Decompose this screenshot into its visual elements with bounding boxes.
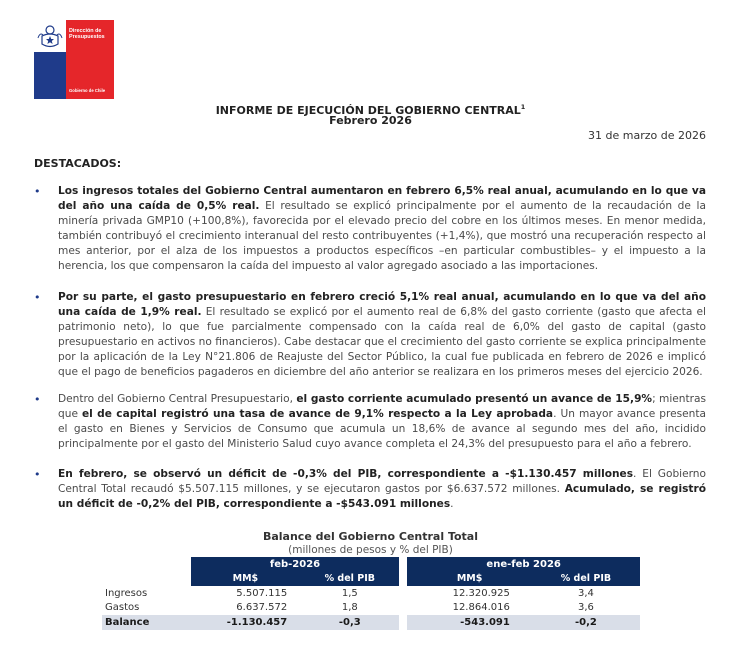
highlight-body: Dentro del Gobierno Central Presupuestario, [58,393,297,405]
total-mm-2: -543.091 [407,615,532,630]
logo-blue-bar [34,52,66,99]
cell-gap [399,601,407,616]
bullet-icon: • [34,185,41,198]
logo-text-line2: Presupuestos [69,34,105,40]
logo-text-line1: Dirección de [69,28,102,34]
total-pib-1: -0,3 [300,615,399,630]
total-pib-2: -0,2 [532,615,640,630]
highlight-body: ; mientras que [58,393,707,420]
highlight-bold: Acumulado, se registró un déficit de -0,2% del PIB, correspondiente a -$543.091 millones [58,483,706,510]
header-period-ene-feb: ene-feb 2026 [407,557,640,572]
direccion-presupuestos-logo [34,20,114,99]
highlight-item-execution [34,392,706,452]
header-gap [399,557,407,572]
header-mm-1: MM$ [191,572,301,587]
header-blank [102,557,191,572]
table-row [102,601,640,616]
cell-gap [399,586,407,601]
total-label: Balance [102,615,191,630]
highlight-bold: En febrero, se observó un déficit de -0,3% del PIB, correspondiente a -$1.130.457 millones [58,468,634,480]
bullet-icon: • [34,393,41,406]
highlight-body: El resultado se explicó por el aumento real de 6,8% del gasto corriente (gasto que afecta el patrimonio neto), lo que fue parcialmente compensado con la caída real de 6,0% del gasto de capital (gasto presupuestario en activos no financieros). Cabe destacar que el crecimiento del gasto corriente se explica principalmente por la aplicación de la Ley N°21.806 de Reajuste del Sector Público, la cual fue publicada en febrero de 2026 e implicó que el pago de beneficios pagaderos en diciembre del año anterior se realizara en los primeros meses del ejercicio 2026. [58,306,707,378]
header-pib-2: % del PIB [532,572,640,587]
header-blank [102,572,191,587]
cell-pib-2: 3,6 [577,602,594,614]
footnote-marker[interactable]: 1 [520,103,526,111]
table-header-row [102,557,640,572]
cell-pib-1: 1,8 [341,602,358,614]
cell-mm-1: 5.507.115 [236,587,288,599]
header-gap [399,572,407,587]
highlight-bold: Los ingresos totales del Gobierno Central aumentaron en febrero 6,5% real anual, acumulando en lo que va del año una caída de 0,5% real. [58,185,706,212]
cell-gap [399,615,407,630]
cell-mm-2: 12.320.925 [452,587,510,599]
highlight-bold: el de capital registró una tasa de avance de 9,1% respecto a la Ley aprobada [82,408,554,420]
coat-of-arms-icon [36,24,64,50]
highlight-item-revenue [34,184,706,274]
highlight-body: El resultado se explicó principalmente por el aumento de la recaudación de la minería privada GMP10 (+100,8%), favorecida por el elevado precio del cobre en los últimos meses. En menor medida, también contribuyó el crecimiento interanual del resto contribuyentes (+1,4%), que mostró una recuperación respecto al mes anterior, por el alza de los impuestos a productos específicos –en particular combustibles– y el impuesto a la herencia, los que compensaron la caída del impuesto al valor agregado asociado a las importaciones. [58,200,706,272]
highlight-item-spending [34,290,706,380]
table-title: Balance del Gobierno Central Total [262,530,479,543]
highlight-item-deficit [34,467,706,512]
logo-red-panel [66,20,114,99]
cell-pib-2: 3,4 [577,587,594,599]
header-pib-1: % del PIB [300,572,399,587]
highlight-body: . [450,498,454,510]
balance-table [102,557,640,630]
report-title-text: INFORME DE EJECUCIÓN DEL GOBIERNO CENTRAL [215,104,521,117]
table-subheader-row [102,572,640,587]
highlight-body: . Un mayor avance presenta el gasto en Bienes y Servicios de Consumo que acumula un 18,6% de avance al segundo mes del año, incidido principalmente por el gasto del Ministerio Salud cuyo avance completa el 24,3% del presupuesto para el año a febrero. [58,408,707,450]
header-period-feb: feb-2026 [191,557,400,572]
bullet-icon: • [34,468,41,481]
highlight-bold: Por su parte, el gasto presupuestario en febrero creció 5,1% real anual, acumulando en lo que va del año una caída de 1,9% real. [58,291,706,318]
table-row [102,586,640,601]
bullet-icon: • [34,291,41,304]
highlight-bold: el gasto corriente acumulado presentó un avance de 15,9% [296,393,653,405]
cell-pib-1: 1,5 [341,587,358,599]
logo-crest-panel [34,20,66,99]
header-mm-2: MM$ [407,572,532,587]
cell-mm-1: 6.637.572 [236,602,288,614]
cell-mm-2: 12.864.016 [452,602,510,614]
highlight-text [58,184,706,274]
report-subtitle: Febrero 2026 [329,114,412,127]
highlight-text [58,467,706,512]
table-total-row [102,615,640,630]
row-label: Ingresos [105,587,148,599]
report-date: 31 de marzo de 2026 [588,129,706,142]
highlight-text [58,392,706,452]
total-mm-1: -1.130.457 [191,615,301,630]
table-subtitle: (millones de pesos y % del PIB) [288,544,453,556]
highlight-text [58,290,706,380]
section-heading: DESTACADOS: [34,157,122,170]
highlight-body: . El Gobierno Central Total recaudó $5.507.115 millones, y se ejecutaron gastos por $6.637.572 millones. [58,468,706,495]
logo-text-line3: Gobierno de Chile [69,88,106,93]
row-label: Gastos [105,602,140,614]
